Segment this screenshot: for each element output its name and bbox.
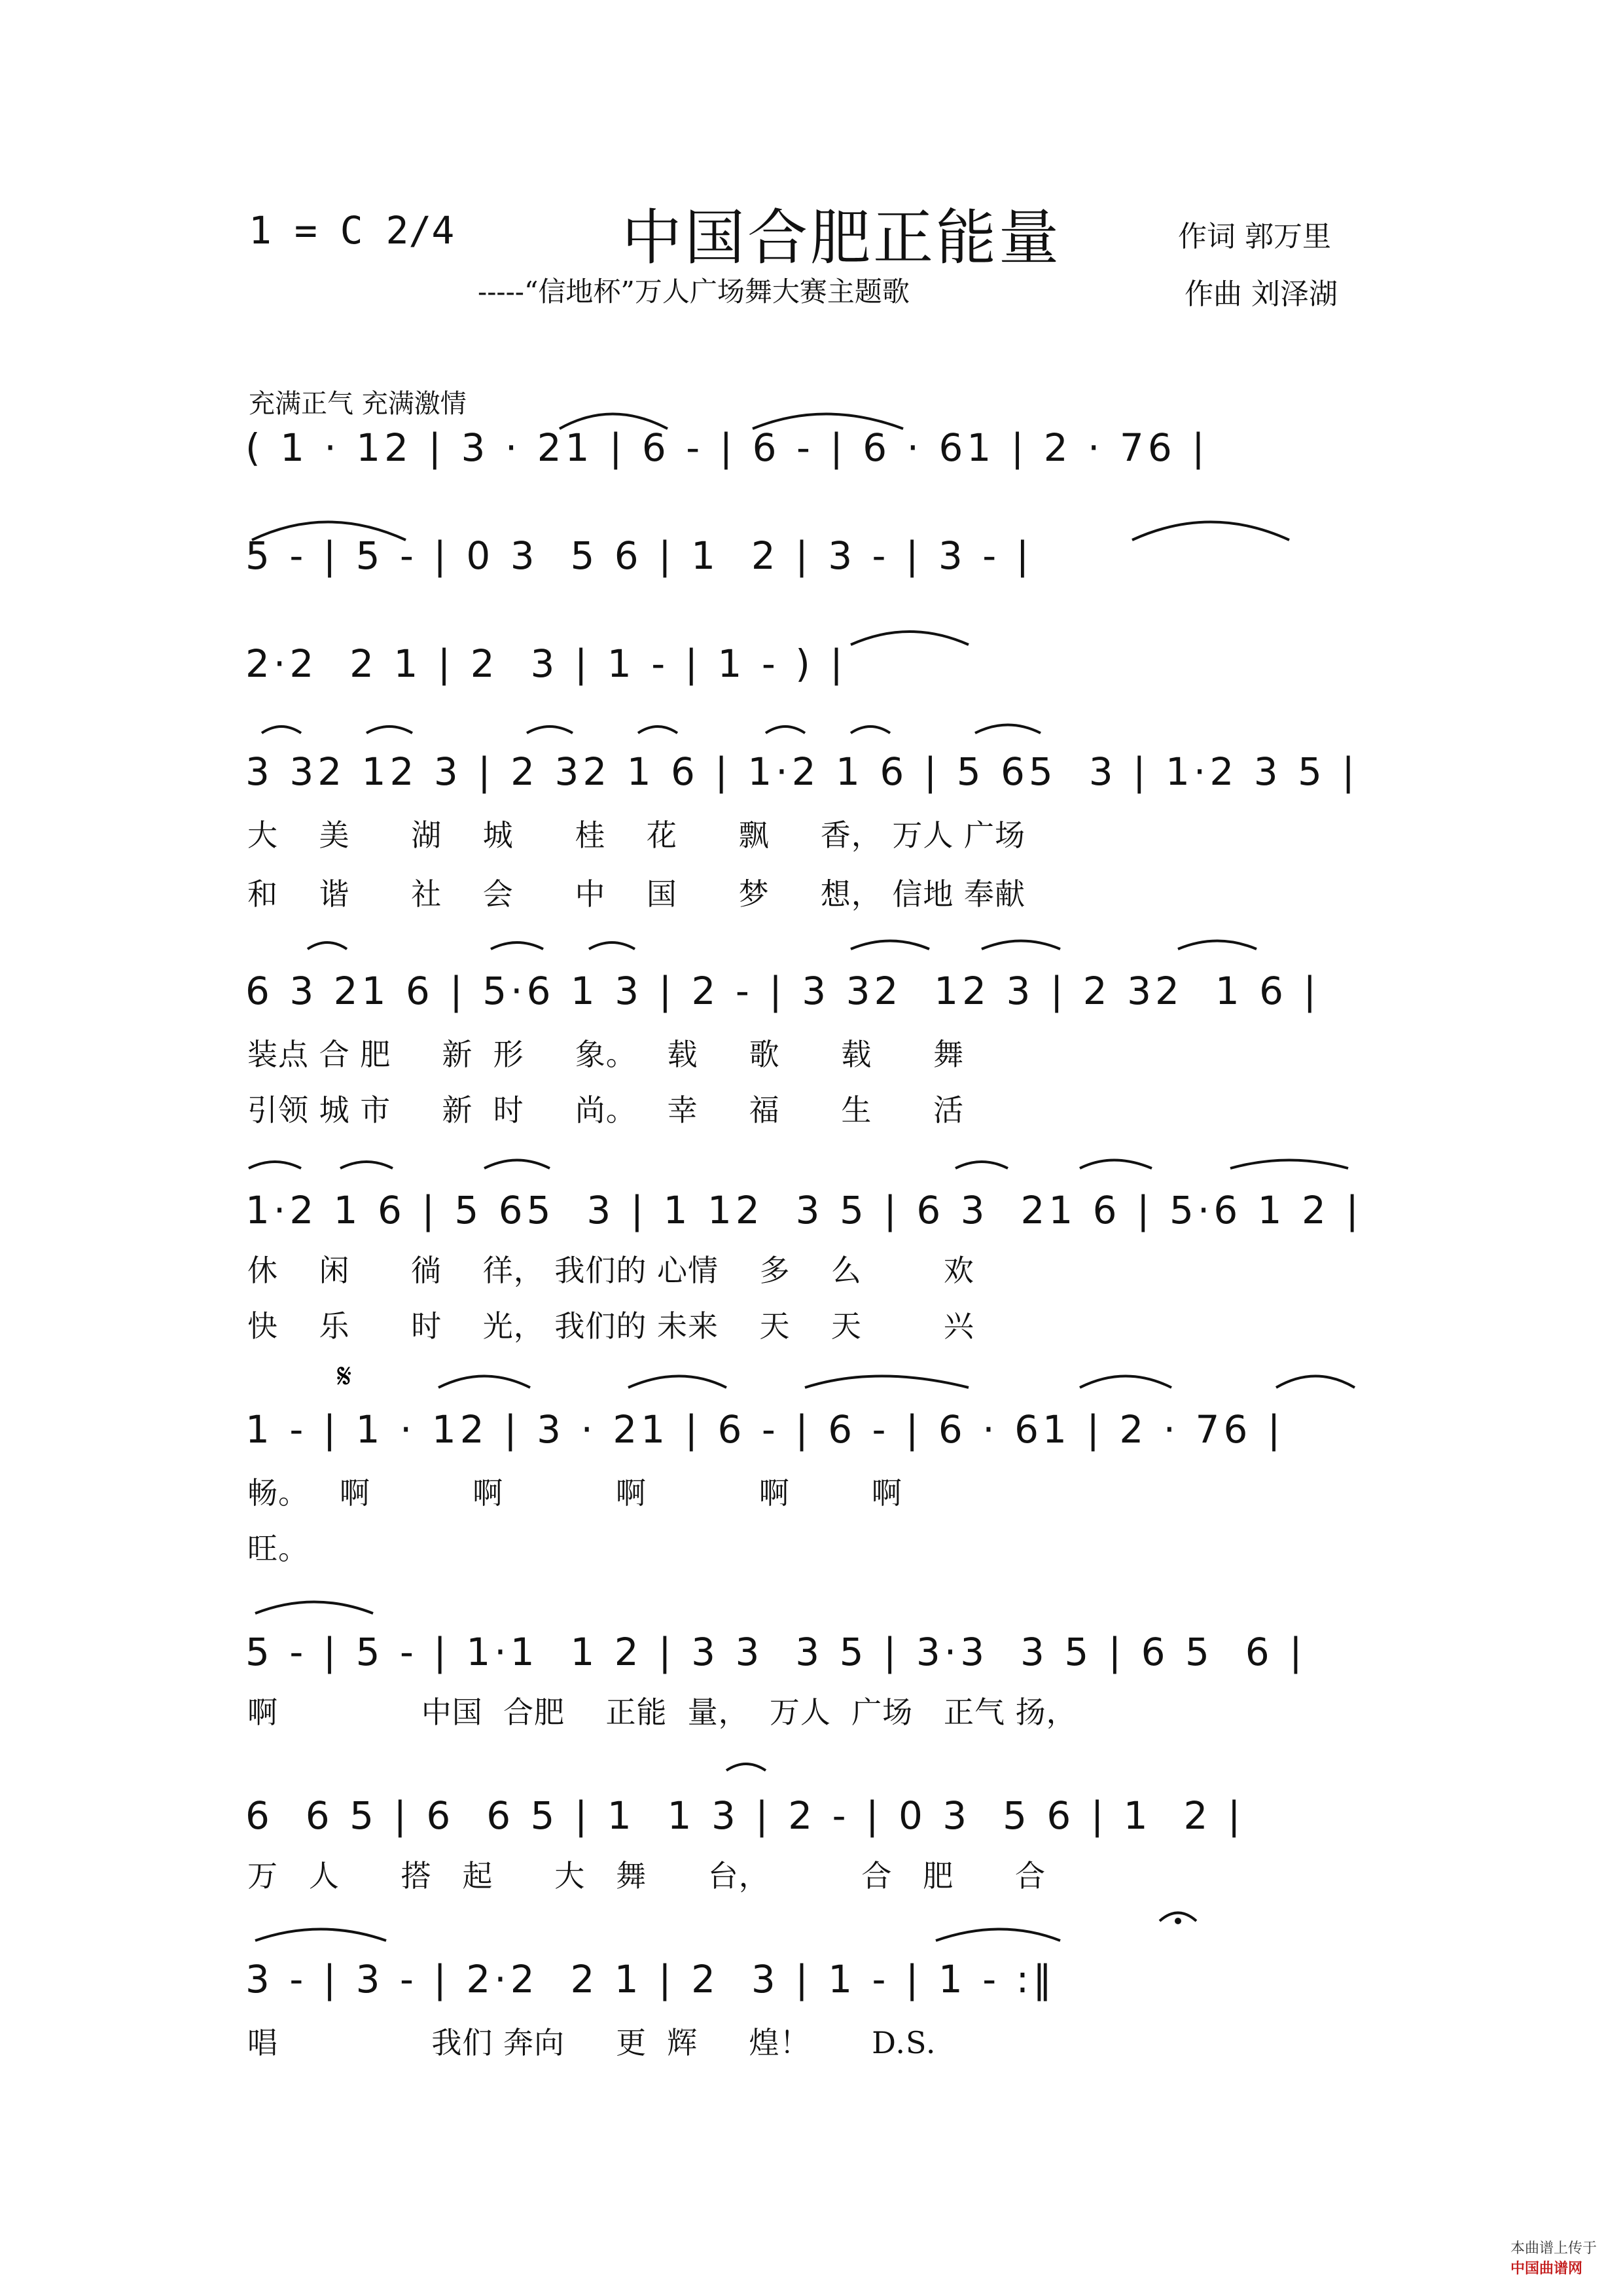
slur bbox=[252, 522, 406, 541]
composer-credit: 作曲 刘泽湖 bbox=[1185, 278, 1338, 311]
slur bbox=[851, 632, 969, 645]
lyric-row-7-verse-2: 旺。 bbox=[247, 1531, 309, 1566]
slur bbox=[589, 942, 635, 949]
slur bbox=[255, 1929, 386, 1941]
key-signature: 1 = C 2/4 bbox=[249, 208, 455, 253]
score-row-6: 1·2 1 6 | 5 65 3 | 1 12 3 5 | 6 3 21 6 | 5·6 1 2 | bbox=[245, 1188, 1363, 1232]
slur bbox=[255, 1602, 373, 1614]
slur bbox=[628, 1376, 726, 1388]
lyric-row-4-verse-1: 大 美 湖 城 桂 花 飘 香， 万人 广场 bbox=[247, 817, 1026, 853]
slur bbox=[1178, 941, 1257, 950]
lyric-row-6-verse-1: 休 闲 徜 徉， 我们的 心情 多 么 欢 bbox=[247, 1253, 974, 1288]
slur bbox=[982, 941, 1060, 950]
slur bbox=[484, 1160, 550, 1169]
slur bbox=[491, 942, 543, 949]
score-row-2: 5 - | 5 - | 0 3 5 6 | 1 2 | 3 - | 3 - | bbox=[245, 533, 1033, 578]
subtitle: -----“信地杯”万人广场舞大赛主题歌 bbox=[478, 276, 910, 308]
lyric-row-10: 唱 我们 奔向 更 辉 煌！ D.S. bbox=[247, 2025, 936, 2060]
lyric-row-6-verse-2: 快 乐 时 光， 我们的 未来 天 天 兴 bbox=[247, 1308, 974, 1344]
score-row-7: 1 - | 1 · 12 | 3 · 21 | 6 - | 6 - | 6 · 61 | 2 · 76 | bbox=[245, 1407, 1285, 1452]
lyric-row-5-verse-1: 装点 合 肥 新 形 象。 载 歌 载 舞 bbox=[247, 1037, 965, 1072]
slur bbox=[560, 414, 668, 429]
tempo-marking: 充满正气 充满激情 bbox=[249, 389, 467, 419]
score-row-3: 2·2 2 1 | 2 3 | 1 - | 1 - ) | bbox=[245, 641, 847, 686]
score-row-4: 3 32 12 3 | 2 32 1 6 | 1·2 1 6 | 5 65 3 | 1·2 3 5 | bbox=[245, 749, 1359, 794]
score-row-8: 5 - | 5 - | 1·1 1 2 | 3 3 3 5 | 3·3 3 5 | 6 5 6 | bbox=[245, 1630, 1306, 1674]
slur bbox=[851, 941, 929, 950]
slur bbox=[638, 726, 677, 733]
slur bbox=[726, 1764, 766, 1770]
lyric-row-7-verse-1: 畅。 啊 啊 啊 啊 啊 bbox=[247, 1475, 902, 1511]
score-row-5: 6 3 21 6 | 5·6 1 3 | 2 - | 3 32 12 3 | 2 32 1 6 | bbox=[245, 969, 1321, 1013]
slur bbox=[1276, 1376, 1355, 1388]
slur bbox=[805, 1376, 969, 1388]
slur bbox=[366, 726, 412, 733]
slur bbox=[1080, 1376, 1171, 1388]
slur bbox=[753, 414, 903, 429]
footer-brand[interactable]: 中国曲谱网 bbox=[1510, 2261, 1582, 2277]
slur bbox=[851, 726, 890, 733]
slur bbox=[936, 1929, 1060, 1941]
score-row-10: 3 - | 3 - | 2·2 2 1 | 2 3 | 1 - | 1 - :‖ bbox=[245, 1957, 1056, 2001]
footer-text: 本曲谱上传于 bbox=[1510, 2240, 1597, 2257]
lyricist-credit: 作词 郭万里 bbox=[1178, 220, 1331, 253]
song-title: 中国合肥正能量 bbox=[622, 203, 1062, 273]
score-row-9: 6 6 5 | 6 6 5 | 1 1 3 | 2 - | 0 3 5 6 | 1 2 | bbox=[245, 1793, 1245, 1838]
slur bbox=[975, 725, 1041, 734]
lyric-row-9: 万 人 搭 起 大 舞 台， 合 肥 合 bbox=[247, 1858, 1046, 1893]
lyric-row-4-verse-2: 和 谐 社 会 中 国 梦 想， 信地 奉献 bbox=[247, 876, 1026, 912]
slur bbox=[527, 726, 573, 733]
score-row-1: ( 1 · 12 | 3 · 21 | 6 - | 6 - | 6 · 61 | 2 · 76 | bbox=[245, 425, 1209, 470]
lyric-row-5-verse-2: 引领 城 市 新 时 尚。 幸 福 生 活 bbox=[247, 1092, 965, 1128]
footer-watermark bbox=[1501, 2221, 1597, 2278]
slur bbox=[1080, 1160, 1152, 1169]
slur bbox=[766, 726, 805, 733]
slur bbox=[955, 1162, 1008, 1168]
slur bbox=[1230, 1160, 1348, 1169]
slur bbox=[249, 1162, 301, 1168]
lyric-row-8: 啊 中国 合肥 正能 量， 万人 广场 正气 扬， bbox=[247, 1695, 1077, 1730]
slur bbox=[438, 1376, 530, 1388]
slur bbox=[1132, 522, 1289, 541]
segno-sign: 𝄋 bbox=[337, 1357, 352, 1396]
slur bbox=[262, 726, 301, 733]
slur bbox=[308, 942, 347, 949]
slur bbox=[340, 1162, 393, 1168]
